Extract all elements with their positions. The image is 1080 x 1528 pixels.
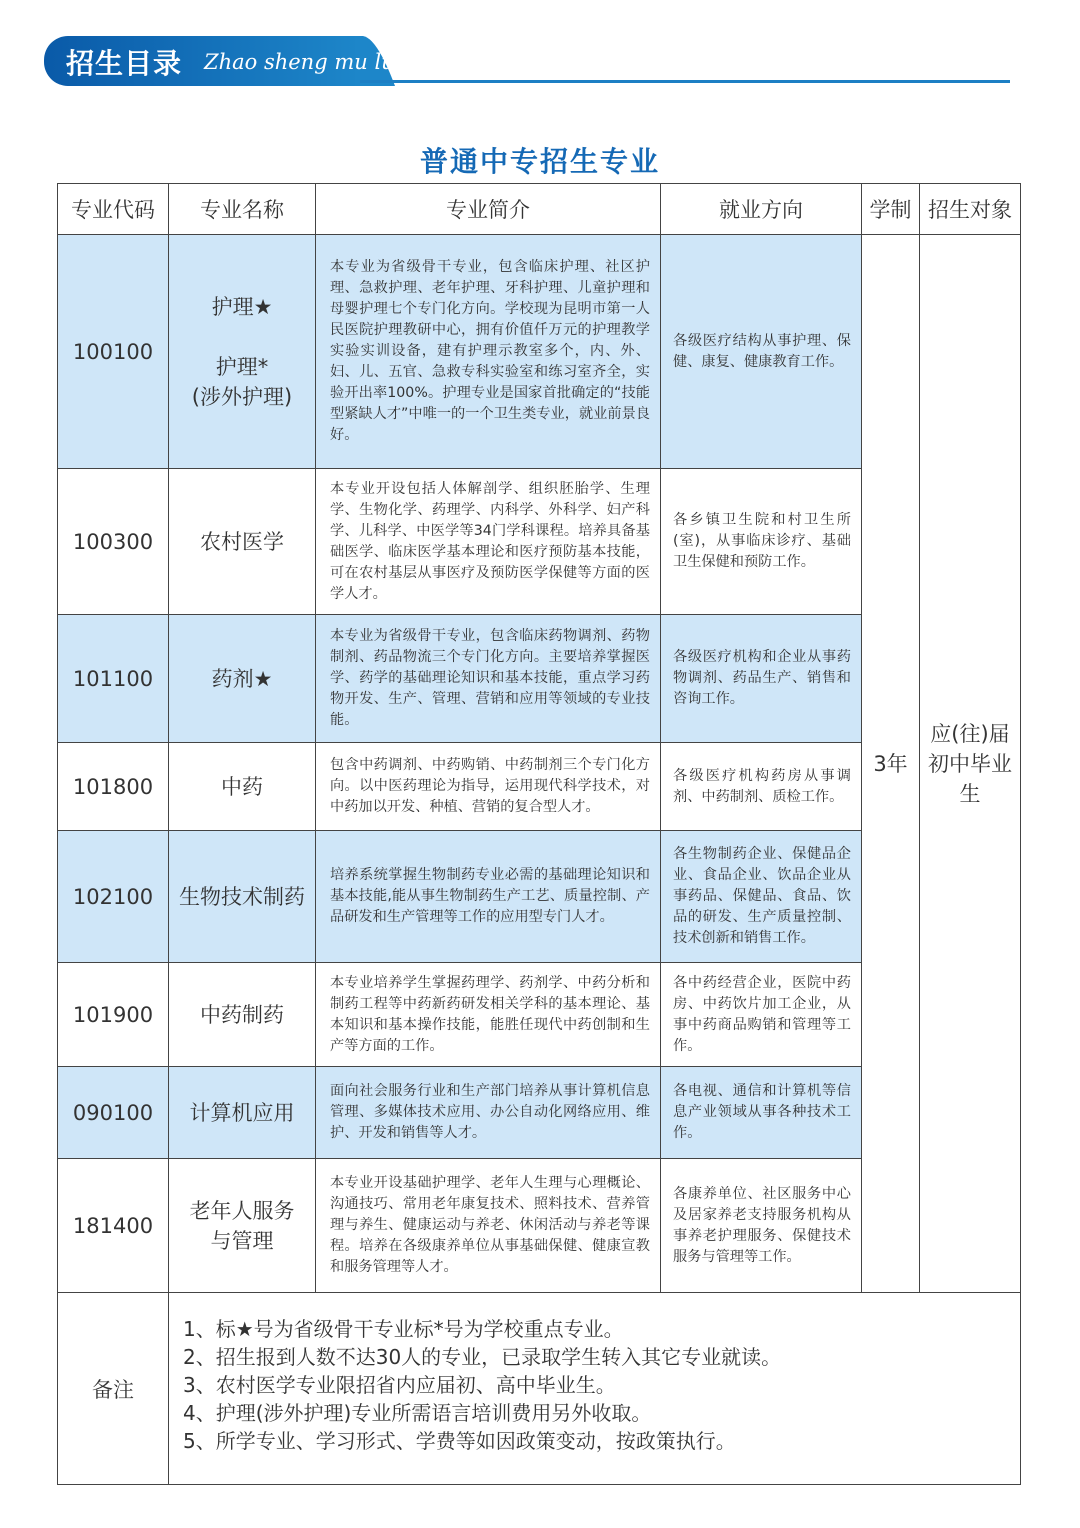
major-intro: 本专业开设基础护理学、老年人生理与心理概论、沟通技巧、常用老年康复技术、照料技术、营养管理与养生、健康运动与养老、休闲活动与养老等课程。培养在各级康养单位从事基础保健、健康宣教和服务管理等人才。 <box>316 1159 661 1293</box>
notes-row <box>58 1293 1021 1485</box>
major-intro: 本专业培养学生掌握药理学、药剂学、中药分析和制药工程等中药新药研发相关学科的基本理论、基本知识和基本操作技能，能胜任现代中药创制和生产等方面的工作。 <box>316 963 661 1067</box>
major-career: 各级医疗机构药房从事调剂、中药制剂、质检工作。 <box>661 743 862 831</box>
column-header-name: 专业名称 <box>169 184 316 235</box>
major-code: 101800 <box>58 743 169 831</box>
note-item: 5、所学专业、学习形式、学费等如因政策变动，按政策执行。 <box>183 1429 736 1453</box>
column-header-duration: 学制 <box>862 184 920 235</box>
major-code: 100300 <box>58 469 169 615</box>
major-career: 各电视、通信和计算机等信息产业领域从事各种技术工作。 <box>661 1067 862 1159</box>
notes-label: 备注 <box>58 1293 169 1485</box>
header-banner <box>0 0 1080 100</box>
major-intro: 培养系统掌握生物制药专业必需的基础理论知识和基本技能,能从事生物制药生产工艺、质量控制、产品研发和生产管理等工作的应用型专门人才。 <box>316 831 661 963</box>
major-code: 181400 <box>58 1159 169 1293</box>
note-item: 3、农村医学专业限招省内应届初、高中毕业生。 <box>183 1373 616 1397</box>
major-name-line: 护理★ <box>211 294 273 319</box>
column-header-code: 专业代码 <box>58 184 169 235</box>
major-name <box>169 1159 316 1293</box>
enrollment-target <box>920 235 1021 1293</box>
note-item: 4、护理(涉外护理)专业所需语言培训费用另外收取。 <box>183 1401 652 1425</box>
major-name-line: (涉外护理) <box>191 384 293 409</box>
major-career: 各级医疗结构从事护理、保健、康复、健康教育工作。 <box>661 235 862 469</box>
header-rule <box>360 80 1010 83</box>
enrollment-table <box>57 183 1021 1485</box>
major-name <box>169 235 316 469</box>
table-row <box>58 235 1021 469</box>
notes-list <box>169 1293 1021 1485</box>
major-name-text: 老年人服务与管理 <box>189 1198 295 1253</box>
major-name: 中药 <box>169 743 316 831</box>
header-title: 招生目录 <box>66 47 183 80</box>
major-career: 各康养单位、社区服务中心及居家养老支持服务机构从事养老护理服务、保健技术服务与管理等工作。 <box>661 1159 862 1293</box>
table-header-row <box>58 184 1021 235</box>
header-subtitle: Zhao sheng mu lu <box>204 50 395 74</box>
document-title: 普通中专招生专业 <box>419 145 660 178</box>
major-career: 各乡镇卫生院和村卫生所(室)，从事临床诊疗、基础卫生保健和预防工作。 <box>661 469 862 615</box>
major-intro: 本专业开设包括人体解剖学、组织胚胎学、生理学、生物化学、药理学、内科学、外科学、妇产科学、儿科学、中医学等34门学科课程。培养具备基础医学、临床医学基本理论和医疗预防基本技能，可在农村基层从事医疗及预防医学保健等方面的医学人才。 <box>316 469 661 615</box>
major-code: 101100 <box>58 615 169 743</box>
major-intro: 包含中药调剂、中药购销、中药制剂三个专门化方向。以中医药理论为指导，运用现代科学技术，对中药加以开发、种植、营销的复合型人才。 <box>316 743 661 831</box>
major-career: 各级医疗机构和企业从事药物调剂、药品生产、销售和咨询工作。 <box>661 615 862 743</box>
major-career: 各中药经营企业，医院中药房、中药饮片加工企业，从事中药商品购销和管理等工作。 <box>661 963 862 1067</box>
spacer <box>170 322 314 352</box>
study-duration: 3年 <box>862 235 920 1293</box>
column-header-intro: 专业简介 <box>316 184 661 235</box>
major-name: 药剂★ <box>169 615 316 743</box>
major-name: 计算机应用 <box>169 1067 316 1159</box>
major-intro: 本专业为省级骨干专业，包含临床药物调剂、药物制剂、药品物流三个专门化方向。主要培养掌握医学、药学的基础理论知识和基本技能，重点学习药物开发、生产、管理、营销和应用等领域的专业技能。 <box>316 615 661 743</box>
major-name: 生物技术制药 <box>169 831 316 963</box>
major-name: 农村医学 <box>169 469 316 615</box>
note-item: 1、标★号为省级骨干专业标*号为学校重点专业。 <box>183 1317 624 1341</box>
major-code: 100100 <box>58 235 169 469</box>
note-item: 2、招生报到人数不达30人的专业，已录取学生转入其它专业就读。 <box>183 1345 782 1369</box>
major-code: 101900 <box>58 963 169 1067</box>
major-code: 090100 <box>58 1067 169 1159</box>
major-intro: 本专业为省级骨干专业，包含临床护理、社区护理、急救护理、老年护理、牙科护理、儿童护理和母婴护理七个专门化方向。学校现为昆明市第一人民医院护理教研中心，拥有价值仟万元的护理教学实验实训设备，建有护理示教室多个，内、外、妇、儿、五官、急救专科实验室和练习室齐全，实验开出率100%。护理专业是国家首批确定的“技能型紧缺人才”中唯一的一个卫生类专业，就业前景良好。 <box>316 235 661 469</box>
major-intro: 面向社会服务行业和生产部门培养从事计算机信息管理、多媒体技术应用、办公自动化网络应用、维护、开发和销售等人才。 <box>316 1067 661 1159</box>
major-name: 中药制药 <box>169 963 316 1067</box>
major-career: 各生物制药企业、保健品企业、食品企业、饮品企业从事药品、保健品、食品、饮品的研发、生产质量控制、技术创新和销售工作。 <box>661 831 862 963</box>
target-text: 应(往)届初中毕业生 <box>928 721 1012 806</box>
column-header-target: 招生对象 <box>920 184 1021 235</box>
major-code: 102100 <box>58 831 169 963</box>
column-header-job: 就业方向 <box>661 184 862 235</box>
major-name-line: 护理* <box>215 354 269 379</box>
